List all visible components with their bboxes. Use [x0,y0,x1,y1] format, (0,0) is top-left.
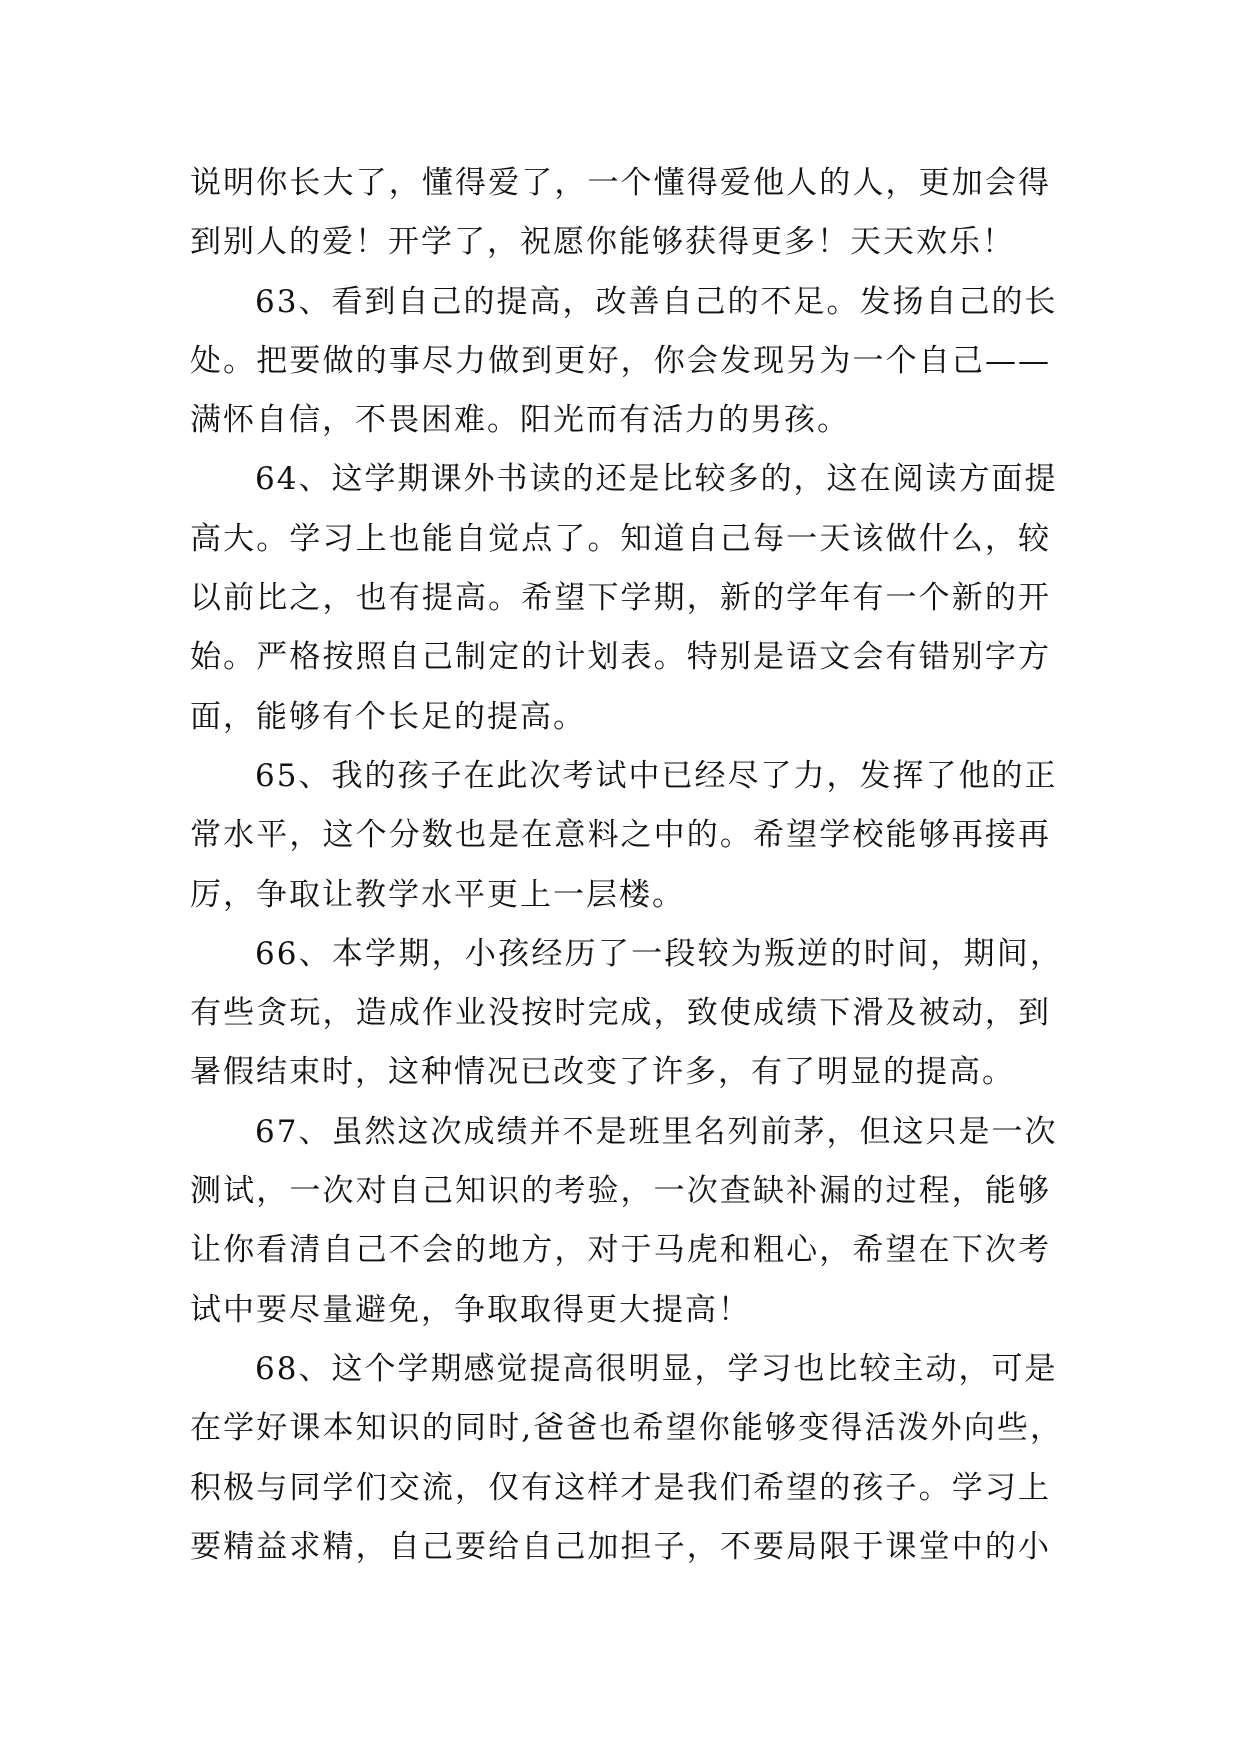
text-line: 以前比之，也有提高。希望下学期，新的学年有一个新的开 [190,580,1051,617]
text-line: 67、虽然这次成绩并不是班里名列前茅，但这只是一次 [255,1113,1058,1150]
text-line: 66、本学期，小孩经历了一段较为叛逆的时间，期间， [255,935,1063,972]
text-line: 测试，一次对自己知识的考验，一次查缺补漏的过程，能够 [190,1173,1051,1210]
document-body [190,154,1063,1577]
paragraph-66 [190,925,1063,1103]
text-line: 68、这个学期感觉提高很明显，学习也比较主动，可是 [255,1350,1058,1387]
text-line: 到别人的爱！开学了，祝愿你能够获得更多！天天欢乐！ [190,224,1015,261]
paragraph-63 [190,273,1058,451]
text-line: 让你看清自己不会的地方，对于马虎和粗心，希望在下次考 [190,1232,1051,1269]
text-line: 常水平，这个分数也是在意料之中的。希望学校能够再接再 [190,817,1051,854]
text-line: 在学好课本知识的同时,爸爸也希望你能够变得活泼外向些， [190,1410,1063,1447]
text-line: 暑假结束时，这种情况已改变了许多，有了明显的提高。 [190,1054,1015,1091]
text-line: 试中要尽量避免，争取取得更大提高！ [190,1291,751,1328]
text-line: 始。严格按照自己制定的计划表。特别是语文会有错别字方 [190,639,1051,676]
text-line: 有些贪玩，造成作业没按时完成，致使成绩下滑及被动，到 [190,995,1051,1032]
text-line: 65、我的孩子在此次考试中已经尽了力，发挥了他的正 [255,757,1058,794]
text-line: 面，能够有个长足的提高。 [190,698,586,735]
text-line: 64、这学期课外书读的还是比较多的，这在阅读方面提 [255,461,1058,498]
text-line: 高大。学习上也能自觉点了。知道自己每一天该做什么，较 [190,520,1051,557]
text-line: 满怀自信，不畏困难。阳光而有活力的男孩。 [190,402,850,439]
text-line: 处。把要做的事尽力做到更好，你会发现另为一个自己—— [190,342,1051,379]
paragraph-68 [190,1340,1063,1577]
text-line: 要精益求精，自己要给自己加担子，不要局限于课堂中的小 [190,1528,1051,1565]
text-line: 积极与同学们交流，仅有这样才是我们希望的孩子。学习上 [190,1469,1051,1506]
paragraph-67 [190,1103,1058,1340]
paragraph-continuation [190,154,1051,273]
text-line: 厉，争取让教学水平更上一层楼。 [190,876,685,913]
paragraph-65 [190,747,1058,925]
text-line: 63、看到自己的提高，改善自己的不足。发扬自己的长 [255,283,1058,320]
text-line: 说明你长大了，懂得爱了，一个懂得爱他人的人，更加会得 [190,165,1051,201]
paragraph-64 [190,450,1058,746]
